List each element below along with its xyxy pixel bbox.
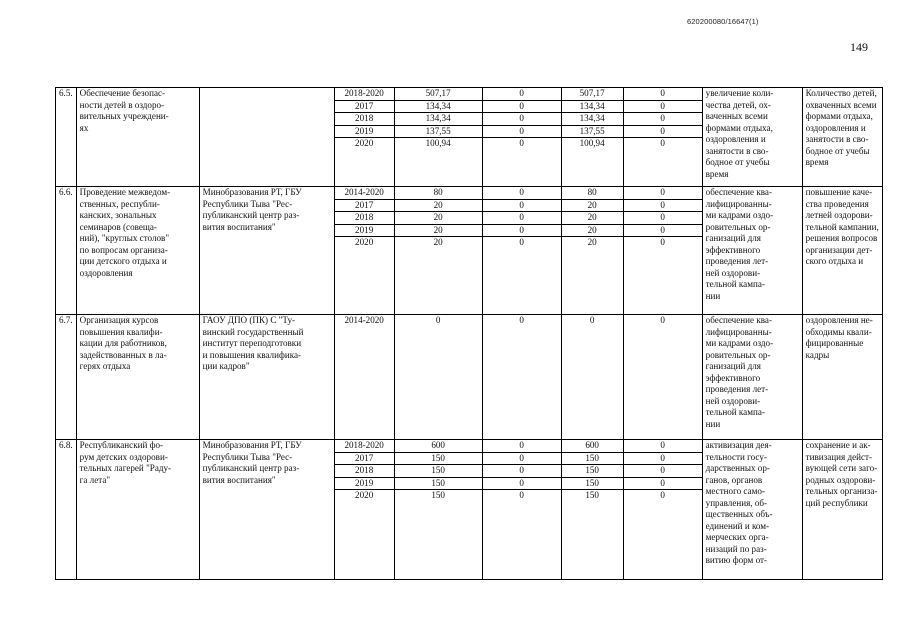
- item-executor: Минобразования РТ, ГБУ Республики Тыва "Рес- публиканский центр раз- вития воспитания": [199, 187, 334, 315]
- other-source-cell: 0: [623, 490, 702, 580]
- other-source-cell: 0: [623, 125, 702, 138]
- republic-budget-cell: 150: [561, 477, 623, 490]
- item-name: Республиканский фо- рум детских оздорови- тельных лагерей "Раду- га лета": [76, 440, 199, 580]
- year-cell: 2020: [334, 490, 394, 580]
- republic-budget-cell: 20: [561, 212, 623, 225]
- republic-budget-cell: 150: [561, 490, 623, 580]
- item-executor: Минобразования РТ, ГБУ Республики Тыва "Рес- публиканский центр раз- вития воспитания": [199, 440, 334, 580]
- item-executor: [199, 88, 334, 187]
- target-indicator: Количество детей, охваченных всеми формами отдыха, оздоровления и занятости в сво- бодное от учебы время: [802, 88, 882, 187]
- republic-budget-cell: 137,55: [561, 125, 623, 138]
- republic-budget-cell: 20: [561, 237, 623, 315]
- expected-result: обеспечение ква- лифицированны- ми кадрами оздо- ровительных ор- ганизаций для эффективного проведения лет- ней оздорови- тельной кампа- нии: [702, 187, 802, 315]
- total-cell: 80: [394, 187, 482, 200]
- federal-budget-cell: 0: [482, 490, 561, 580]
- year-cell: 2017: [334, 199, 394, 212]
- total-cell: 150: [394, 465, 482, 478]
- federal-budget-cell: 0: [482, 477, 561, 490]
- other-source-cell: 0: [623, 477, 702, 490]
- other-source-cell: 0: [623, 113, 702, 126]
- year-cell: 2017: [334, 452, 394, 465]
- year-cell: 2020: [334, 237, 394, 315]
- other-source-cell: 0: [623, 88, 702, 101]
- total-cell: 507,17: [394, 88, 482, 101]
- total-cell: 100,94: [394, 138, 482, 187]
- item-number: 6.6.: [56, 187, 77, 315]
- total-cell: 150: [394, 490, 482, 580]
- other-source-cell: 0: [623, 315, 702, 440]
- expected-result: активизация дея- тельности госу- дарственных ор- ганов, органов местного само- управления, об- щественных объ- единений и ком- мерческих орга- низаций по раз- витию форм от-: [702, 440, 802, 580]
- expected-result: увеличение коли- чества детей, ох- ваченных всеми формами отдыха, оздоровления и занятости в сво- бодное от учебы время: [702, 88, 802, 187]
- federal-budget-cell: 0: [482, 199, 561, 212]
- item-number: 6.7.: [56, 315, 77, 440]
- table-row: [56, 315, 883, 440]
- republic-budget-cell: 150: [561, 465, 623, 478]
- federal-budget-cell: 0: [482, 100, 561, 113]
- federal-budget-cell: 0: [482, 452, 561, 465]
- item-number: 6.8.: [56, 440, 77, 580]
- republic-budget-cell: 80: [561, 187, 623, 200]
- program-table: [55, 87, 883, 580]
- year-cell: 2014-2020: [334, 187, 394, 200]
- republic-budget-cell: 0: [561, 315, 623, 440]
- other-source-cell: 0: [623, 138, 702, 187]
- year-cell: 2014-2020: [334, 315, 394, 440]
- federal-budget-cell: 0: [482, 315, 561, 440]
- year-cell: 2017: [334, 100, 394, 113]
- republic-budget-cell: 507,17: [561, 88, 623, 101]
- year-cell: 2019: [334, 125, 394, 138]
- total-cell: 150: [394, 477, 482, 490]
- total-cell: 20: [394, 237, 482, 315]
- year-cell: 2019: [334, 224, 394, 237]
- table-row: [56, 440, 883, 453]
- other-source-cell: 0: [623, 212, 702, 225]
- other-source-cell: 0: [623, 237, 702, 315]
- total-cell: 20: [394, 212, 482, 225]
- federal-budget-cell: 0: [482, 237, 561, 315]
- total-cell: 0: [394, 315, 482, 440]
- target-indicator: сохранение и ак- тивизация дейст- вующей сети заго- родных оздорови- тельных организа- ций республики: [802, 440, 882, 580]
- target-indicator: повышение каче- ства проведения летней оздорови- тельной кампании, решения вопросов организации дет- ского отдыха и: [802, 187, 882, 315]
- other-source-cell: 0: [623, 224, 702, 237]
- republic-budget-cell: 20: [561, 224, 623, 237]
- republic-budget-cell: 600: [561, 440, 623, 453]
- year-cell: 2018-2020: [334, 440, 394, 453]
- table-row: [56, 88, 883, 101]
- federal-budget-cell: 0: [482, 212, 561, 225]
- total-cell: 134,34: [394, 113, 482, 126]
- federal-budget-cell: 0: [482, 440, 561, 453]
- target-indicator: оздоровления не- обходимы квали- фицированные кадры: [802, 315, 882, 440]
- federal-budget-cell: 0: [482, 224, 561, 237]
- total-cell: 150: [394, 452, 482, 465]
- republic-budget-cell: 150: [561, 452, 623, 465]
- item-executor: ГАОУ ДПО (ПК) С "Ту- винский государственный институт переподготовки и повышения квалифика- ции кадров": [199, 315, 334, 440]
- federal-budget-cell: 0: [482, 138, 561, 187]
- other-source-cell: 0: [623, 440, 702, 453]
- year-cell: 2018-2020: [334, 88, 394, 101]
- item-name: Проведение межведом- ственных, республи- канских, зональных семинаров (совеща- ний), "круглых столов" по вопросам организа- ции детского отдыха и оздоровления: [76, 187, 199, 315]
- total-cell: 20: [394, 199, 482, 212]
- republic-budget-cell: 134,34: [561, 100, 623, 113]
- total-cell: 600: [394, 440, 482, 453]
- federal-budget-cell: 0: [482, 125, 561, 138]
- year-cell: 2018: [334, 465, 394, 478]
- republic-budget-cell: 100,94: [561, 138, 623, 187]
- republic-budget-cell: 20: [561, 199, 623, 212]
- page-number: 149: [850, 40, 868, 54]
- total-cell: 137,55: [394, 125, 482, 138]
- federal-budget-cell: 0: [482, 465, 561, 478]
- year-cell: 2018: [334, 113, 394, 126]
- federal-budget-cell: 0: [482, 88, 561, 101]
- item-name: Обеспечение безопас- ности детей в оздоро- вительных учреждени- ях: [76, 88, 199, 187]
- other-source-cell: 0: [623, 100, 702, 113]
- year-cell: 2018: [334, 212, 394, 225]
- item-name: Организация курсов повышения квалифи- кации для работников, задействованных в ла- герях отдыха: [76, 315, 199, 440]
- federal-budget-cell: 0: [482, 187, 561, 200]
- other-source-cell: 0: [623, 199, 702, 212]
- republic-budget-cell: 134,34: [561, 113, 623, 126]
- total-cell: 20: [394, 224, 482, 237]
- year-cell: 2019: [334, 477, 394, 490]
- document-id: 620200080/16647(1): [687, 17, 759, 26]
- table-row: [56, 187, 883, 200]
- expected-result: обеспечение ква- лифицированны- ми кадрами оздо- ровительных ор- ганизаций для эффективного проведения лет- ней оздорови- тельной кампа- нии: [702, 315, 802, 440]
- federal-budget-cell: 0: [482, 113, 561, 126]
- other-source-cell: 0: [623, 465, 702, 478]
- year-cell: 2020: [334, 138, 394, 187]
- total-cell: 134,34: [394, 100, 482, 113]
- other-source-cell: 0: [623, 187, 702, 200]
- item-number: 6.5.: [56, 88, 77, 187]
- other-source-cell: 0: [623, 452, 702, 465]
